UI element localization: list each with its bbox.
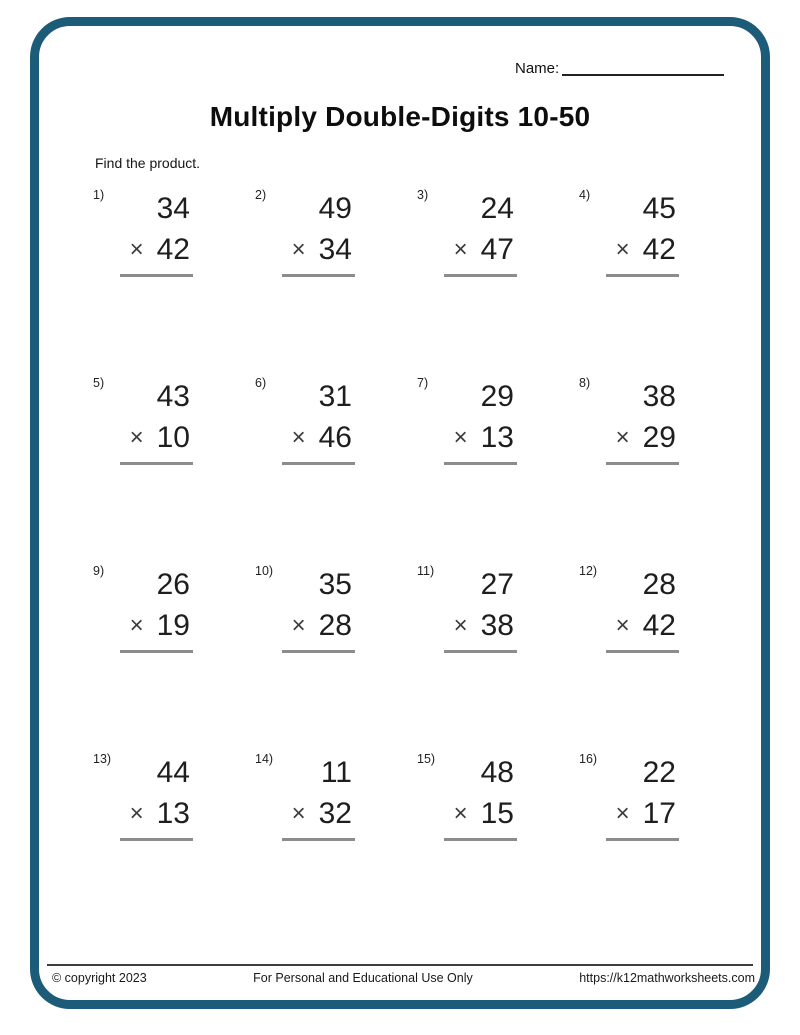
problem-stack — [417, 374, 517, 465]
multiplicand-value: 26 — [156, 568, 190, 601]
problem-stack — [93, 186, 193, 277]
multiplier-row — [93, 799, 193, 829]
multiplier-value: 46 — [318, 421, 352, 454]
multiplication-problem — [93, 750, 255, 938]
multiplier-value: 13 — [156, 797, 190, 830]
answer-line[interactable] — [282, 274, 355, 277]
multiplication-problem — [93, 186, 255, 374]
multiplier-row — [579, 799, 679, 829]
multiplication-problem — [579, 750, 741, 938]
multiplication-problem — [417, 562, 579, 750]
multiplier-row — [93, 235, 193, 265]
multiplier-value: 10 — [156, 421, 190, 454]
problem-number: 6) — [255, 376, 267, 390]
multiplicand-value: 43 — [156, 380, 190, 413]
multiplicand-value: 22 — [642, 756, 676, 789]
multiplication-problem — [579, 374, 741, 562]
answer-line[interactable] — [444, 462, 517, 465]
footer-website-url: https://k12mathworksheets.com — [579, 971, 755, 985]
footer — [52, 971, 755, 985]
answer-line[interactable] — [120, 838, 193, 841]
multiply-icon: × — [291, 424, 306, 451]
answer-line[interactable] — [282, 650, 355, 653]
problem-stack — [255, 374, 355, 465]
problems-grid — [93, 186, 741, 938]
problem-stack — [417, 186, 517, 277]
problem-number: 14) — [255, 752, 274, 766]
multiplier-value: 17 — [642, 797, 676, 830]
problem-stack — [255, 562, 355, 653]
multiply-icon: × — [453, 424, 468, 451]
problem-number: 5) — [93, 376, 105, 390]
multiply-icon: × — [291, 800, 306, 827]
multiplier-row — [579, 611, 679, 641]
multiply-icon: × — [291, 236, 306, 263]
multiplier-value: 29 — [642, 421, 676, 454]
name-blank-line[interactable] — [562, 74, 724, 76]
multiplicand-value: 45 — [642, 192, 676, 225]
multiplier-value: 42 — [156, 233, 190, 266]
problem-stack — [579, 186, 679, 277]
answer-line[interactable] — [282, 462, 355, 465]
multiplier-row — [579, 235, 679, 265]
multiplicand-value: 31 — [318, 380, 352, 413]
multiplicand-value: 34 — [156, 192, 190, 225]
footer-usage-note: For Personal and Educational Use Only — [253, 971, 473, 985]
multiplicand-value: 44 — [156, 756, 190, 789]
answer-line[interactable] — [606, 838, 679, 841]
problem-stack — [93, 750, 193, 841]
multiplicand-value: 29 — [480, 380, 514, 413]
problem-number: 11) — [417, 564, 435, 578]
multiply-icon: × — [129, 800, 144, 827]
multiply-icon: × — [129, 236, 144, 263]
problem-stack — [255, 750, 355, 841]
multiplication-problem — [417, 750, 579, 938]
multiplier-row — [255, 611, 355, 641]
multiplier-value: 32 — [318, 797, 352, 830]
multiplication-problem — [255, 186, 417, 374]
problem-stack — [579, 562, 679, 653]
multiplier-row — [579, 423, 679, 453]
multiplier-row — [417, 611, 517, 641]
multiplier-row — [255, 799, 355, 829]
problem-number: 13) — [93, 752, 112, 766]
multiplication-problem — [579, 562, 741, 750]
multiplier-value: 15 — [480, 797, 514, 830]
multiplier-row — [417, 423, 517, 453]
multiply-icon: × — [129, 424, 144, 451]
multiplication-problem — [255, 562, 417, 750]
problem-number: 15) — [417, 752, 436, 766]
answer-line[interactable] — [606, 274, 679, 277]
multiplication-problem — [579, 186, 741, 374]
answer-line[interactable] — [444, 650, 517, 653]
problem-number: 7) — [417, 376, 429, 390]
multiply-icon: × — [291, 612, 306, 639]
multiplier-value: 47 — [480, 233, 514, 266]
footer-copyright: © copyright 2023 — [52, 971, 147, 985]
multiplier-row — [255, 423, 355, 453]
multiplier-value: 28 — [318, 609, 352, 642]
answer-line[interactable] — [282, 838, 355, 841]
answer-line[interactable] — [606, 650, 679, 653]
multiplication-problem — [255, 374, 417, 562]
multiplier-value: 13 — [480, 421, 514, 454]
multiplicand-value: 35 — [318, 568, 352, 601]
multiply-icon: × — [453, 236, 468, 263]
multiplier-value: 42 — [642, 233, 676, 266]
multiplier-row — [255, 235, 355, 265]
multiplier-row — [93, 611, 193, 641]
multiplicand-value: 27 — [480, 568, 514, 601]
multiplier-row — [417, 235, 517, 265]
problem-stack — [417, 562, 517, 653]
problem-stack — [579, 374, 679, 465]
problem-number: 9) — [93, 564, 105, 578]
multiplicand-value: 49 — [318, 192, 352, 225]
problem-number: 10) — [255, 564, 274, 578]
multiply-icon: × — [453, 612, 468, 639]
answer-line[interactable] — [120, 462, 193, 465]
problem-stack — [579, 750, 679, 841]
multiplicand-value: 24 — [480, 192, 514, 225]
multiplier-row — [417, 799, 517, 829]
multiplicand-value: 11 — [320, 756, 352, 789]
multiplicand-value: 38 — [642, 380, 676, 413]
problem-number: 4) — [579, 188, 591, 202]
multiplication-problem — [255, 750, 417, 938]
multiply-icon: × — [615, 424, 630, 451]
multiply-icon: × — [453, 800, 468, 827]
answer-line[interactable] — [606, 462, 679, 465]
answer-line[interactable] — [444, 274, 517, 277]
multiplicand-value: 48 — [480, 756, 514, 789]
multiply-icon: × — [129, 612, 144, 639]
problem-stack — [417, 750, 517, 841]
answer-line[interactable] — [120, 274, 193, 277]
multiply-icon: × — [615, 612, 630, 639]
answer-line[interactable] — [444, 838, 517, 841]
footer-divider — [47, 964, 753, 966]
answer-line[interactable] — [120, 650, 193, 653]
multiply-icon: × — [615, 236, 630, 263]
multiplicand-value: 28 — [642, 568, 676, 601]
problem-stack — [93, 562, 193, 653]
instruction-text: Find the product. — [95, 155, 201, 171]
name-field-row — [515, 60, 724, 77]
multiplier-value: 34 — [318, 233, 352, 266]
multiplication-problem — [417, 186, 579, 374]
problem-number: 16) — [579, 752, 598, 766]
multiplier-value: 38 — [480, 609, 514, 642]
problem-number: 3) — [417, 188, 429, 202]
problem-number: 1) — [93, 188, 105, 202]
multiplication-problem — [93, 374, 255, 562]
problem-stack — [255, 186, 355, 277]
name-label: Name: — [515, 60, 560, 77]
multiplier-value: 42 — [642, 609, 676, 642]
problem-number: 12) — [579, 564, 598, 578]
problem-number: 2) — [255, 188, 267, 202]
multiplication-problem — [417, 374, 579, 562]
problem-stack — [93, 374, 193, 465]
multiply-icon: × — [615, 800, 630, 827]
multiplier-value: 19 — [156, 609, 190, 642]
multiplication-problem — [93, 562, 255, 750]
problem-number: 8) — [579, 376, 591, 390]
multiplier-row — [93, 423, 193, 453]
page-title: Multiply Double-Digits 10-50 — [209, 101, 591, 132]
